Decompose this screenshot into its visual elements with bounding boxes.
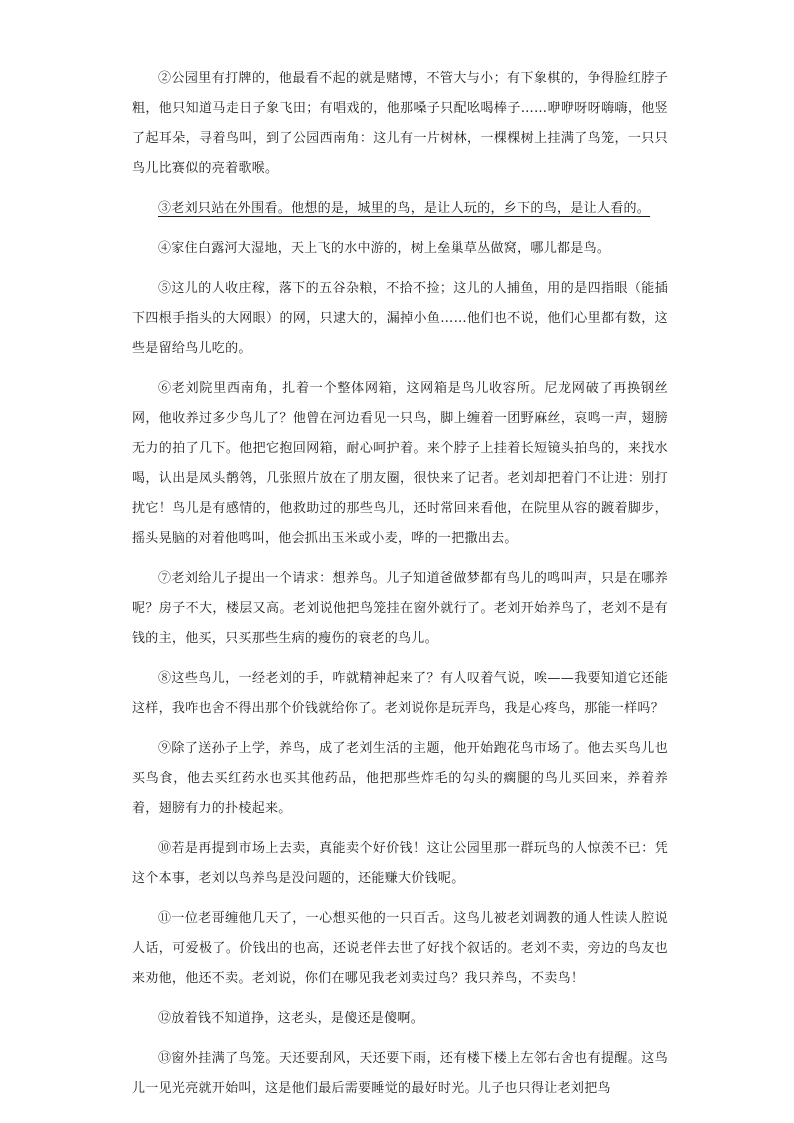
- paragraph-9: ⑨除了送孙子上学，养鸟，成了老刘生活的主题，他开始跑花鸟市场了。他去买鸟儿也买鸟食，他去买红药水也买其他药品，他把那些炸毛的勾头的瘸腿的鸟儿买回来，养着养着，翅膀有力的扑棱起来。: [132, 741, 668, 816]
- paragraph-2: ②公园里有打牌的，他最看不起的就是赌博，不管大与小；有下象棋的，争得脸红脖子粗，他只知道马走日子象飞田；有唱戏的，他那嗓子只配吆喝棒子……咿咿呀呀嗨嗨，他竖了起耳朵，寻着鸟叫，到了公园西南角：这儿有一片树林，一棵棵树上挂满了鸟笼，一只只鸟儿比赛似的亮着歌喉。: [132, 71, 668, 176]
- paragraph-5: ⑤这儿的人收庄稼，落下的五谷杂粮，不拾不捡；这儿的人捕鱼，用的是四指眼（能插下四根手指头的大网眼）的网，只逮大的，漏掉小鱼……他们也不说，他们心里都有数，这些是留给鸟儿吃的。: [132, 281, 668, 356]
- paragraph-6: ⑥老刘院里西南角，扎着一个整体网箱，这网箱是鸟儿收容所。尼龙网破了再换钢丝网，他收养过多少鸟儿了？他曾在河边看见一只鸟，脚上缠着一团野麻丝，哀鸣一声，翅膀无力的拍了几下。他把它抱回网箱，耐心呵护着。来个脖子上挂着长短镜头拍鸟的，来找水喝，认出是凤头鹡鸰，几张照片放在了朋友圈，很快来了记者。老刘却把着门不让进：别打扰它！鸟儿是有感情的，他救助过的那些鸟儿，还时常回来看他，在院里从容的踱着脚步，摇头晃脑的对着他鸣叫，他会抓出玉米或小麦，哗的一把撒出去。: [132, 381, 668, 546]
- paragraph-12: ⑫放着钱不知道挣，这老头，是傻还是傻啊。: [158, 1011, 425, 1026]
- document-page: [132, 64, 668, 1114]
- paragraph-8: ⑧这些鸟儿，一经老刘的手，咋就精神起来了？有人叹着气说，唉——我要知道它还能这样，我咋也舍不得出那个价钱就给你了。老刘说你是玩弄鸟，我是心疼鸟，那能一样吗？: [132, 671, 668, 716]
- paragraph-13: ⑬窗外挂满了鸟笼。天还要刮风，天还要下雨，还有楼下楼上左邻右舍也有提醒。这鸟儿一见光亮就开始叫，这是他们最后需要睡觉的最好时光。儿子也只得让老刘把鸟: [132, 1051, 668, 1096]
- paragraph-3-underlined: ③老刘只站在外围看。他想的是，城里的鸟，是让人玩的，乡下的鸟，是让人看的。: [158, 201, 651, 216]
- paragraph-4: ④家住白露河大湿地，天上飞的水中游的，树上垒巢草丛做窝，哪儿都是鸟。: [158, 241, 611, 256]
- paragraph-7: ⑦老刘给儿子提出一个请求：想养鸟。儿子知道爸做梦都有鸟儿的鸣叫声，只是在哪养呢？房子不大，楼层又高。老刘说他把鸟笼挂在窗外就行了。老刘开始养鸟了，老刘不是有钱的主，他买，只买那些生病的瘦伤的衰老的鸟儿。: [132, 571, 668, 646]
- paragraph-11: ⑪一位老哥缠他几天了，一心想买他的一只百舌。这鸟儿被老刘调教的通人性读人腔说人话，可爱极了。价钱出的也高，还说老伴去世了好找个叙话的。老刘不卖，旁边的鸟友也来劝他，他还不卖。老刘说，你们在哪见我老刘卖过鸟？我只养鸟，不卖鸟！: [132, 911, 668, 986]
- paragraph-10: ⑩若是再提到市场上去卖，真能卖个好价钱！这让公园里那一群玩鸟的人惊羡不已：凭这个本事，老刘以鸟养鸟是没问题的，还能赚大价钱呢。: [132, 841, 668, 886]
